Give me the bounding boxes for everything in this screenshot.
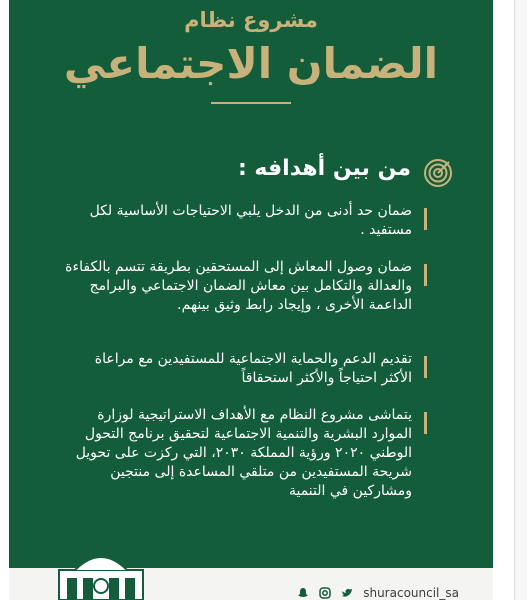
goal-marker (424, 264, 427, 286)
shura-logo (53, 548, 149, 600)
social-links (297, 586, 459, 600)
project-subtitle: مشروع نظام (184, 8, 318, 32)
goal-item: ضمان حد أدنى من الدخل يلبي الاحتياجات الأساسية لكل مستفيد . (89, 203, 412, 238)
project-title: الضمان الاجتماعي (63, 39, 439, 88)
goal-marker (424, 412, 427, 434)
goal-item: ضمان وصول المعاش إلى المستحقين بطريقة تتسم بالكفاءة والعدالة والتكامل بين معاش الضمان الاجتماعي والبرامج الداعمة الأخرى ، وإيجاد رابط وثيق بينهم. (65, 259, 412, 313)
poster (9, 0, 493, 600)
goal-item: تقديم الدعم والحماية الاجتماعية للمستفيدين مع مراعاة الأكثر احتياجاً والأكثر استحقاقاً (94, 351, 412, 386)
frame-edge (514, 0, 527, 600)
goal-marker (424, 208, 427, 230)
instagram-icon[interactable] (319, 587, 331, 599)
title-divider (211, 102, 291, 104)
goals-header: من بين أهدافه : (237, 156, 411, 181)
goal-marker (424, 356, 427, 378)
target-icon (423, 158, 453, 188)
goal-item: يتماشى مشروع النظام مع الأهداف الاستراتيجية لوزارة الموارد البشرية والتنمية الاجتماعية لتحقيق برنامج التحول الوطني ٢٠٢٠ ورؤية المملكة ٢٠٣٠، التي ركزت على تحويل شريحة المستفيدين من متلقي المساعدة إلى منتجين ومشاركين في التنمية (75, 407, 412, 499)
snapchat-icon[interactable] (297, 587, 309, 599)
twitter-icon[interactable] (341, 587, 353, 599)
social-handle[interactable]: shuracouncil_sa (363, 586, 459, 600)
